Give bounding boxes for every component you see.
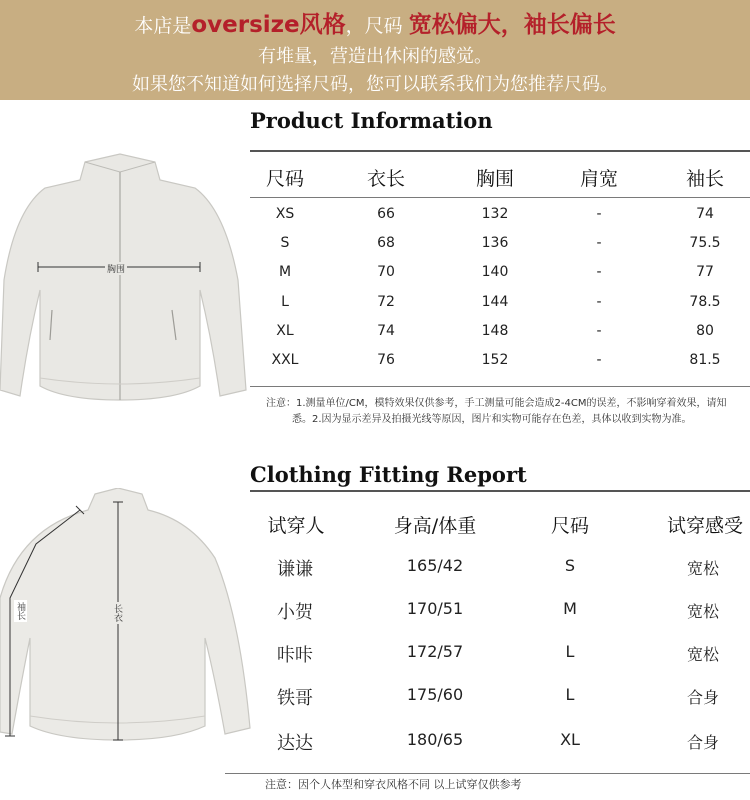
top-banner	[0, 0, 750, 100]
banner-emphasis-style: oversize风格	[191, 12, 346, 38]
banner-line-3: 如果您不知道如何选择尺码，您可以联系我们为您推荐尺码。	[132, 74, 618, 95]
col-header-feel: 试穿感受	[666, 515, 743, 537]
col-header-shoulder: 肩宽	[579, 168, 618, 190]
front-jacket-image	[0, 150, 252, 410]
banner-line-1: 本店是oversize风格，尺码 宽松偏大，袖长偏长	[134, 12, 616, 38]
col-header-tester: 试穿人	[267, 515, 325, 537]
col-header-sleeve: 袖长	[685, 168, 724, 190]
banner-emphasis-size: 宽松偏大，袖长偏长	[408, 12, 616, 38]
fitting-report-title: Clothing Fitting Report	[250, 462, 527, 487]
chest-label: 胸围	[105, 262, 127, 275]
col-header-chest: 胸围	[475, 168, 514, 190]
fitting-report-note: 注意：因个人体型和穿衣风格不同 以上试穿仅供参考	[265, 778, 522, 791]
product-info-title: Product Information	[250, 108, 493, 133]
col-header-fit-size: 尺码	[550, 515, 589, 537]
fitting-report-bottom-rule	[225, 773, 750, 774]
length-label: 长衣	[112, 604, 122, 622]
back-jacket-image	[0, 488, 255, 748]
fitting-report-top-rule	[250, 490, 750, 492]
product-info-bottom-rule	[250, 386, 750, 387]
col-header-length: 衣长	[366, 168, 405, 190]
product-info-top-rule	[250, 150, 750, 152]
sleeve-label: 袖长	[15, 602, 25, 620]
col-header-height-weight: 身高/体重	[393, 515, 477, 537]
product-info-note: 注意：1.测量单位/CM，模特效果仅供参考，手工测量可能会造成2-4CM的误差，不影响穿着效果，请知 悉。2.因为显示差异及拍摄光线等原因，图片和实物可能存在色差，具体以收到实物为准。	[266, 398, 727, 425]
banner-line-2: 有堆量，营造出休闲的感觉。	[258, 46, 492, 67]
product-info-header-rule	[250, 197, 750, 198]
col-header-size: 尺码	[265, 168, 304, 190]
